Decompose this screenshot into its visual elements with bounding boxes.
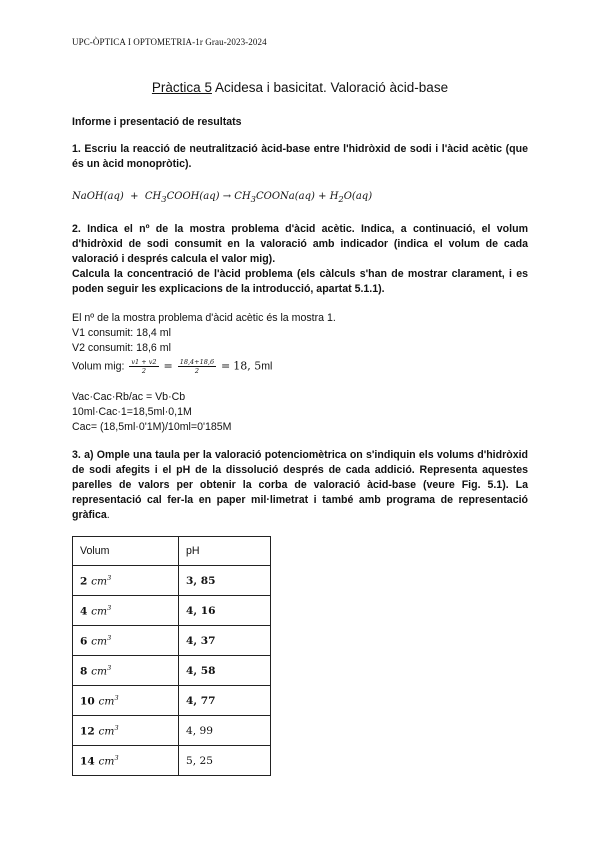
volume-cell (73, 716, 179, 746)
product-acetate-rest: COONa(aq) (255, 191, 315, 202)
volume-value: 6 (80, 635, 88, 648)
fraction-v1-v2 (129, 358, 158, 375)
fraction-denominator: 2 (194, 367, 199, 375)
volume-unit: cm (98, 695, 115, 708)
average-result: 18, 5 (233, 359, 262, 373)
equals-sign: = (221, 359, 231, 373)
volume-cell (73, 656, 179, 686)
reactant-acetic: CH (144, 191, 162, 202)
unit-exponent: 3 (107, 663, 112, 672)
answer-2 (72, 311, 528, 435)
subscript: 3 (161, 194, 167, 204)
table-row (73, 686, 271, 716)
table-row (73, 746, 271, 776)
question-3 (72, 448, 528, 523)
volume-unit: cm (91, 635, 108, 648)
unit-exponent: 3 (107, 633, 112, 642)
volume-value: 2 (80, 575, 88, 588)
fraction-denominator: 2 (141, 367, 147, 375)
volume-cell (73, 596, 179, 626)
page-title (0, 80, 600, 95)
volume-value: 8 (80, 665, 88, 678)
question-3-text: 3. a) Omple una taula per la valoració potenciomètrica on s'indiquin els volums d'hidròxid de sodi afegits i el pH de la dissolució després de cada addició. Representa aquestes parelles de valors per obtenir la corba de valoració àcid-base (veure Fig. 5.1). La representació cal fer-la en paper mil·limetrat i també amb programa de representació gràfica (72, 449, 528, 521)
ph-cell: 4, 77 (179, 686, 271, 716)
concentration-result-line: Cac= (18,5ml·0'1M)/10ml=0'185M (72, 421, 232, 433)
table-row (73, 566, 271, 596)
plus-sign: + (130, 191, 139, 202)
average-volume-line (72, 358, 528, 375)
v1-line: V1 consumit: 18,4 ml (72, 327, 171, 339)
fraction-numerator: 18,4+18,6 (179, 358, 215, 366)
question-2-part2: Calcula la concentració de l'àcid problema (els càlculs s'han de mostrar clarament, i es poden seguir les explicacions de la introducció, apartat 5.1.1). (72, 268, 528, 295)
reactant-naoh: NaOH(aq) (72, 191, 124, 202)
fraction-values (178, 358, 216, 375)
question-2 (72, 222, 528, 297)
volume-cell (73, 686, 179, 716)
equals-sign: = (163, 359, 173, 373)
question-2-part1: 2. Indica el nº de la mostra problema d'àcid acètic. Indica, a continuació, el volum d'hidròxid de sodi consumit en la valoració amb indicador (indica el volum de cada valoració i després calcula el valor mig). (72, 223, 528, 265)
average-unit: ml (261, 360, 273, 373)
volume-cell (73, 626, 179, 656)
unit-exponent: 3 (114, 723, 119, 732)
subscript: 2 (338, 194, 344, 204)
volume-cell (73, 746, 179, 776)
formula-line: Vac·Cac·Rb/ac = Vb·Cb (72, 391, 186, 403)
volume-unit: cm (98, 725, 115, 738)
substitution-line: 10ml·Cac·1=18,5ml·0,1M (72, 406, 192, 418)
volume-cell (73, 566, 179, 596)
ph-cell: 3, 85 (179, 566, 271, 596)
ph-cell: 5, 25 (179, 746, 271, 776)
ph-cell: 4, 99 (179, 716, 271, 746)
table-row (73, 716, 271, 746)
unit-exponent: 3 (107, 573, 112, 582)
volume-unit: cm (98, 755, 115, 768)
header-volume: Volum (73, 537, 179, 566)
table-row (73, 596, 271, 626)
volume-value: 14 (80, 755, 95, 768)
subscript: 3 (250, 194, 256, 204)
table-row (73, 626, 271, 656)
reaction-arrow: → (222, 191, 232, 202)
unit-exponent: 3 (114, 693, 119, 702)
product-acetate: CH (234, 191, 251, 202)
ph-cell: 4, 37 (179, 626, 271, 656)
reactant-acetic-rest: COOH(aq) (166, 191, 220, 202)
ph-cell: 4, 58 (179, 656, 271, 686)
volume-value: 10 (80, 695, 95, 708)
average-label: Volum mig: (72, 360, 125, 373)
practice-title: Acidesa i basicitat. Valoració àcid-base (211, 80, 449, 95)
volume-value: 4 (80, 605, 88, 618)
volume-unit: cm (91, 575, 108, 588)
table-row (73, 656, 271, 686)
fraction-numerator: v1 + v2 (131, 358, 157, 366)
section-heading: Informe i presentació de resultats (72, 116, 242, 128)
product-water-rest: O(aq) (343, 191, 373, 202)
header-ph: pH (179, 537, 271, 566)
volume-value: 12 (80, 725, 95, 738)
practice-number: Pràctica 5 (151, 80, 212, 95)
reaction-equation (72, 189, 528, 207)
unit-exponent: 3 (114, 753, 119, 762)
plus-sign: + (318, 191, 327, 202)
question-1: 1. Escriu la reacció de neutralització àcid-base entre l'hidròxid de sodi i l'àcid acètic (que és un àcid monopròtic). (72, 143, 528, 170)
volume-unit: cm (91, 605, 108, 618)
page-header: UPC-ÒPTICA I OPTOMETRIA-1r Grau-2023-2024 (72, 37, 267, 47)
sample-number-line: El nº de la mostra problema d'àcid acètic és la mostra 1. (72, 312, 336, 324)
volume-unit: cm (91, 665, 108, 678)
v2-line: V2 consumit: 18,6 ml (72, 342, 171, 354)
unit-exponent: 3 (107, 603, 112, 612)
ph-cell: 4, 16 (179, 596, 271, 626)
question-3-end: . (106, 509, 110, 521)
titration-table (72, 536, 271, 776)
product-water: H (329, 191, 339, 202)
table-header-row (73, 537, 271, 566)
